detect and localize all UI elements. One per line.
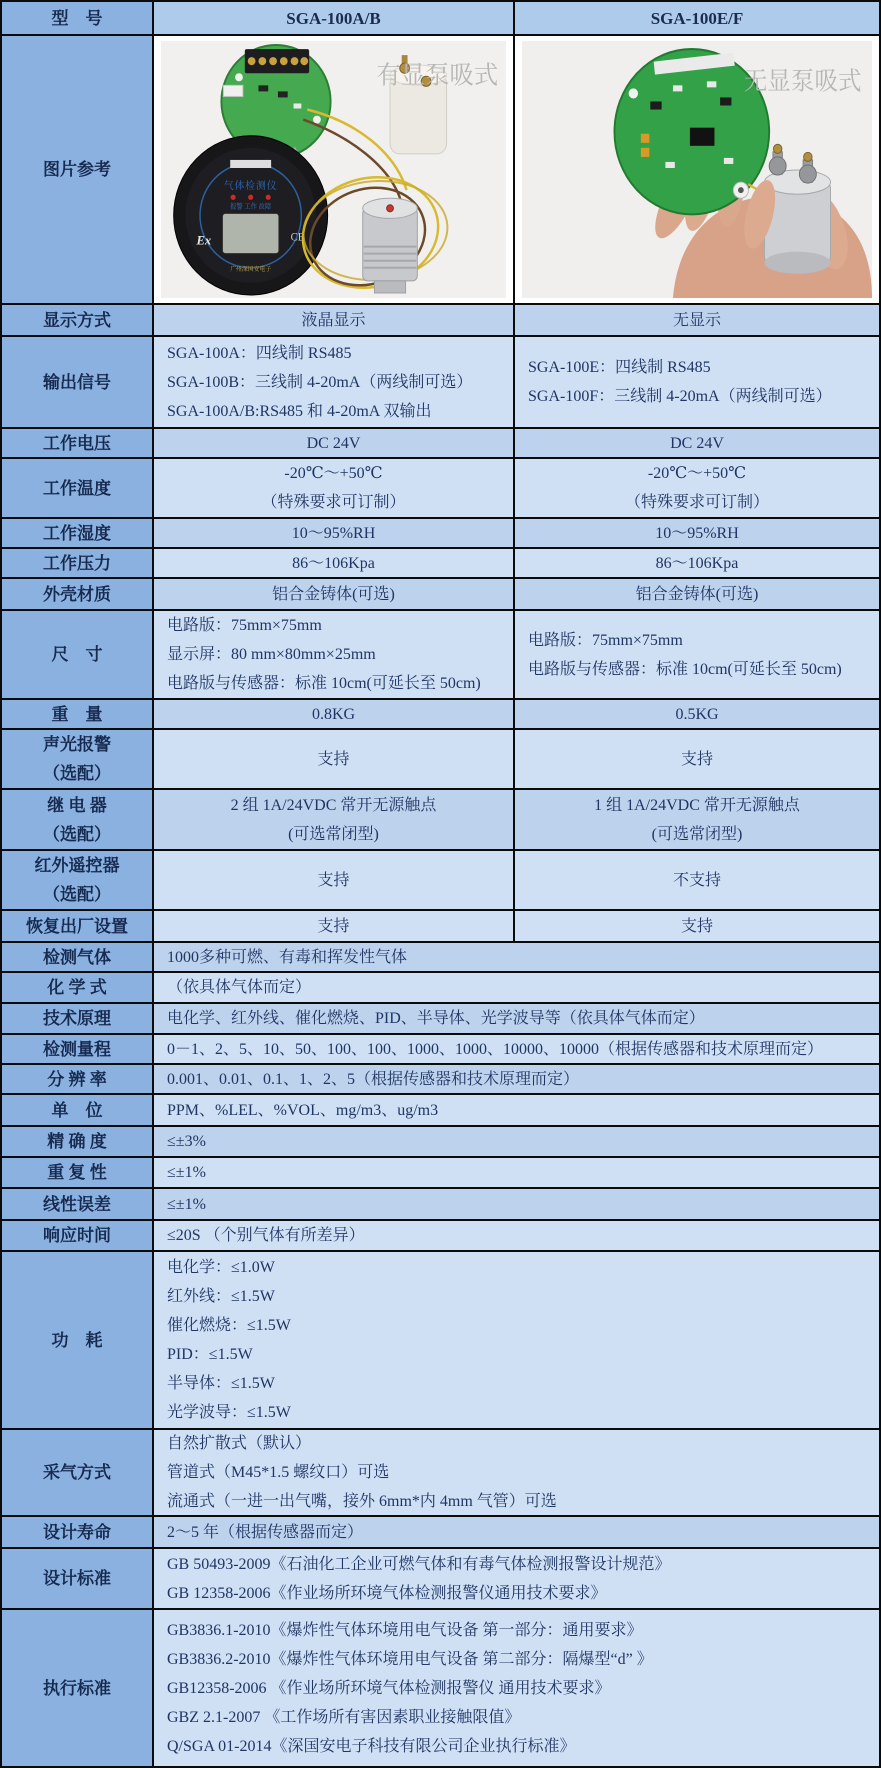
text-line: 继 电 器 [47,795,107,815]
row-alarm [2,728,879,788]
text-line: 铝合金铸体(可选) [635,585,759,603]
row-power [2,1250,879,1428]
cell-sampling-value [152,1430,879,1515]
cell-output-left [152,337,513,427]
cell-response-value [152,1221,879,1250]
label-design_std [2,1549,152,1608]
label-shell [2,579,152,609]
text-line: 工作压力 [43,553,111,573]
text-line: 光学波导：≤1.5W [167,1404,291,1421]
label-humidity [2,519,152,547]
cell-display-left [152,305,513,335]
text-line: 输出信号 [43,372,111,392]
header-model-label [2,2,152,34]
text-line: 技术原理 [43,1009,111,1028]
device-top-label [230,160,271,168]
label-alarm [2,730,152,788]
cell-relay-left [152,790,513,849]
text-line: 管道式（M45*1.5 螺纹口）可选 [167,1464,390,1481]
text-line: ≤±1% [167,1195,206,1213]
text-line: 显示屏：80 mm×80mm×25mm [167,646,376,663]
text-line: 自然扩散式（默认） [167,1435,312,1452]
cell-power-value [152,1252,879,1428]
cell-range-value [152,1035,879,1063]
text-line: （选配） [43,824,111,844]
text-line: SGA-100F：三线制 4-20mA（两线制可选） [528,388,832,405]
table-header-row [2,2,879,34]
row-lifespan [2,1515,879,1547]
text-line: 10～95%RH [655,524,739,542]
text-line: 重 量 [51,704,103,724]
text-line: 红外线：≤1.5W [167,1288,275,1305]
left-product-photo [161,41,506,298]
text-line: DC 24V [306,434,361,452]
text-line: 精 确 度 [47,1132,107,1151]
row-humidity [2,517,879,547]
cell-reset-right [513,911,879,941]
text-line: 10～95%RH [291,524,376,542]
text-line: 线性误差 [43,1194,111,1214]
text-line: 单 位 [51,1100,103,1120]
left-watermark-text: 有显泵吸式 [376,61,499,90]
cell-principle-value [152,1004,879,1033]
text-line: 0.5KG [675,705,719,723]
text-line: （特殊要求可订制） [261,494,406,511]
text-line: 支持 [317,871,350,889]
image-reference-row [2,34,879,303]
cell-pressure-right [513,549,879,577]
text-line: 无显示 [672,311,721,329]
text-line: GB3836.1-2010《爆炸性气体环境用电气设备 第一部分：通用要求》 [167,1621,643,1639]
right-product-photo [522,41,872,298]
header-col2-text: SGA-100E/F [650,8,744,28]
text-line: ≤±3% [167,1133,206,1150]
row-range [2,1033,879,1063]
cell-pressure-left [152,549,513,577]
lcd-screen [222,213,279,253]
cell-shell-left [152,579,513,609]
cell-remote-left [152,851,513,909]
text-line: 重 复 性 [47,1163,107,1182]
device-title-text: 气体检测仪 [223,181,278,193]
cell-temp-right [513,459,879,517]
row-weight [2,698,879,728]
cell-relay-right [513,790,879,849]
text-line: 执行标准 [43,1678,111,1698]
cell-output-right [513,337,879,427]
text-line: GB3836.2-2010《爆炸性气体环境用电气设备 第二部分：隔爆型“d” 》 [167,1650,653,1668]
text-line: 半导体：≤1.5W [167,1375,275,1392]
cell-linearity-value [152,1189,879,1219]
text-line: PPM、%LEL、%VOL、mg/m3、ug/m3 [167,1101,439,1119]
label-weight [2,700,152,728]
text-line: 支持 [680,750,713,768]
text-line: （依具体气体而定） [167,979,312,996]
text-line: SGA-100A：四线制 RS485 [167,344,352,362]
text-line: 电路版与传感器：标准 10cm(可延长至 50cm) [528,660,842,678]
photo-cell-left [152,36,513,303]
text-line: 0.001、0.01、0.1、1、2、5（根据传感器和技术原理而定） [167,1070,580,1088]
text-line: 设计寿命 [43,1522,111,1542]
text-line: （选配） [43,764,111,783]
text-line: 1000多种可燃、有毒和挥发性气体 [167,948,408,966]
text-line: 不支持 [672,871,721,889]
text-line: PID：≤1.5W [167,1346,253,1363]
text-line: 1 组 1A/24VDC 常开无源触点 [594,796,800,814]
text-line: 恢复出厂设置 [26,916,128,936]
text-line: 0.8KG [311,705,356,723]
text-line: 工作温度 [43,478,111,498]
text-line: -20℃～+50℃ [647,465,747,482]
text-line: 尺 寸 [51,645,103,664]
text-line: 电化学、红外线、催化燃烧、PID、半导体、光学波导等（依具体气体而定） [167,1010,705,1027]
text-line: 电路版：75mm×75mm [167,617,322,634]
right-watermark-text: 无显泵吸式 [743,67,862,96]
row-size [2,609,879,698]
text-line: 采气方式 [43,1463,111,1482]
row-remote [2,849,879,909]
cell-formula-value [152,973,879,1002]
row-response [2,1219,879,1250]
text-line: 2～5 年（根据传感器而定） [167,1523,364,1541]
cell-repeat-value [152,1158,879,1187]
text-line: 2 组 1A/24VDC 常开无源触点 [230,796,437,814]
row-display [2,303,879,335]
silver-sensor-illustration [363,198,418,293]
label-lifespan [2,1517,152,1547]
text-line: （选配） [43,885,111,904]
device-brand-text: 广州深国安电子 [230,266,272,273]
cell-alarm-right [513,730,879,788]
text-line: -20℃～+50℃ [284,465,383,482]
label-accuracy [2,1127,152,1156]
label-range [2,1035,152,1063]
cell-humidity-right [513,519,879,547]
text-line: GB12358-2006 《作业场所环境气体检测报警仪 通用技术要求》 [167,1679,611,1697]
text-line: （特殊要求可订制） [624,494,769,511]
text-line: GBZ 2.1-2007 《工作场所有害因素职业接触限值》 [167,1708,521,1726]
text-line: (可选常闭型) [651,825,743,843]
label-power [2,1252,152,1428]
text-line: 催化燃烧：≤1.5W [167,1317,291,1334]
text-line: SGA-100E：四线制 RS485 [528,359,711,376]
row-shell [2,577,879,609]
label-relay [2,790,152,849]
label-repeat [2,1158,152,1187]
text-line: 工作湿度 [43,523,111,543]
label-remote [2,851,152,909]
cell-shell-right [513,579,879,609]
ce-mark-text: CE [290,231,305,244]
image-reference-text: 图片参考 [43,160,111,179]
cell-weight-right [513,700,879,728]
label-gas [2,943,152,971]
label-output [2,337,152,427]
cell-unit-value [152,1095,879,1125]
row-gas [2,941,879,971]
text-line: 支持 [317,917,350,935]
text-line: 液晶显示 [301,311,366,329]
cell-accuracy-value [152,1127,879,1156]
row-formula [2,971,879,1002]
text-line: 支持 [317,750,350,768]
label-response [2,1221,152,1250]
row-exec_std [2,1608,879,1766]
text-line: 86～106Kpa [292,554,375,572]
text-line: 支持 [680,917,713,935]
text-line: SGA-100B：三线制 4-20mA（两线制可选） [167,373,473,391]
row-accuracy [2,1125,879,1156]
cell-reset-left [152,911,513,941]
text-line: 检测量程 [43,1039,111,1059]
text-line: 化 学 式 [47,978,107,997]
cell-weight-left [152,700,513,728]
text-line: 电路版与传感器：标准 10cm(可延长至 50cm) [167,675,481,692]
cell-resolution-value [152,1065,879,1093]
row-repeat [2,1156,879,1187]
cell-design_std-value [152,1549,879,1608]
label-linearity [2,1189,152,1219]
text-line: DC 24V [670,434,724,452]
row-voltage [2,427,879,457]
row-reset [2,909,879,941]
cell-voltage-left [152,429,513,457]
text-line: 工作电压 [43,433,111,453]
label-exec_std [2,1610,152,1766]
text-line: 设计标准 [43,1569,111,1588]
label-principle [2,1004,152,1033]
image-reference-label [2,36,152,303]
text-line: 电化学：≤1.0W [167,1259,275,1276]
text-line: 红外遥控器 [34,856,120,875]
label-formula [2,973,152,1002]
row-resolution [2,1063,879,1093]
label-sampling [2,1430,152,1515]
text-line: Q/SGA 01-2014《深国安电子科技有限公司企业执行标准》 [167,1737,576,1755]
text-line: (可选常闭型) [288,825,379,843]
cell-size-left [152,611,513,698]
cell-temp-left [152,459,513,517]
cell-voltage-right [513,429,879,457]
text-line: 功 耗 [51,1330,103,1350]
cell-alarm-left [152,730,513,788]
header-model-text: 型 号 [51,8,103,28]
device-led-labels: 报警 工作 故障 [230,203,272,211]
header-col-sga100ab [152,2,513,34]
text-line: SGA-100A/B:RS485 和 4-20mA 双输出 [167,402,432,420]
text-line: GB 50493-2009《石油化工企业可燃气体和有毒气体检测报警设计规范》 [167,1555,671,1573]
row-design_std [2,1547,879,1608]
text-line: 分 辨 率 [47,1069,107,1089]
header-col-sga100ef [513,2,879,34]
cell-gas-value [152,943,879,971]
ex-mark-text: Ex [196,233,212,248]
text-line: 外壳材质 [43,584,111,604]
label-pressure [2,549,152,577]
text-line: 流通式（一进一出气嘴，接外 6mm*内 4mm 气管）可选 [167,1493,557,1510]
label-display [2,305,152,335]
row-linearity [2,1187,879,1219]
text-line: 检测气体 [43,947,111,967]
cell-exec_std-value [152,1610,879,1766]
text-line: GB 12358-2006《作业场所环境气体检测报警仪通用技术要求》 [167,1584,607,1602]
text-line: 铝合金铸体(可选) [272,585,395,603]
text-line: ≤±1% [167,1164,206,1181]
cell-remote-right [513,851,879,909]
lcd-detector-illustration [174,136,328,295]
row-unit [2,1093,879,1125]
cell-lifespan-value [152,1517,879,1547]
row-sampling [2,1428,879,1515]
label-temp [2,459,152,517]
row-principle [2,1002,879,1033]
text-line: 声光报警 [43,735,111,754]
text-line: 0－1、2、5、10、50、100、100、1000、1000、10000、10000（根据传感器和技术原理而定） [167,1040,824,1058]
cell-size-right [513,611,879,698]
label-reset [2,911,152,941]
row-pressure [2,547,879,577]
text-line: 响应时间 [43,1226,111,1245]
cell-display-right [513,305,879,335]
text-line: ≤20S （个别气体有所差异） [167,1227,365,1244]
text-line: 显示方式 [43,310,111,330]
cell-humidity-left [152,519,513,547]
photo-cell-right [513,36,879,303]
label-size [2,611,152,698]
text-line: 电路版：75mm×75mm [528,631,683,649]
header-col1-text: SGA-100A/B [286,8,381,28]
label-voltage [2,429,152,457]
label-unit [2,1095,152,1125]
label-resolution [2,1065,152,1093]
row-temp [2,457,879,517]
text-line: 86～106Kpa [655,554,739,572]
row-relay [2,788,879,849]
row-output [2,335,879,427]
